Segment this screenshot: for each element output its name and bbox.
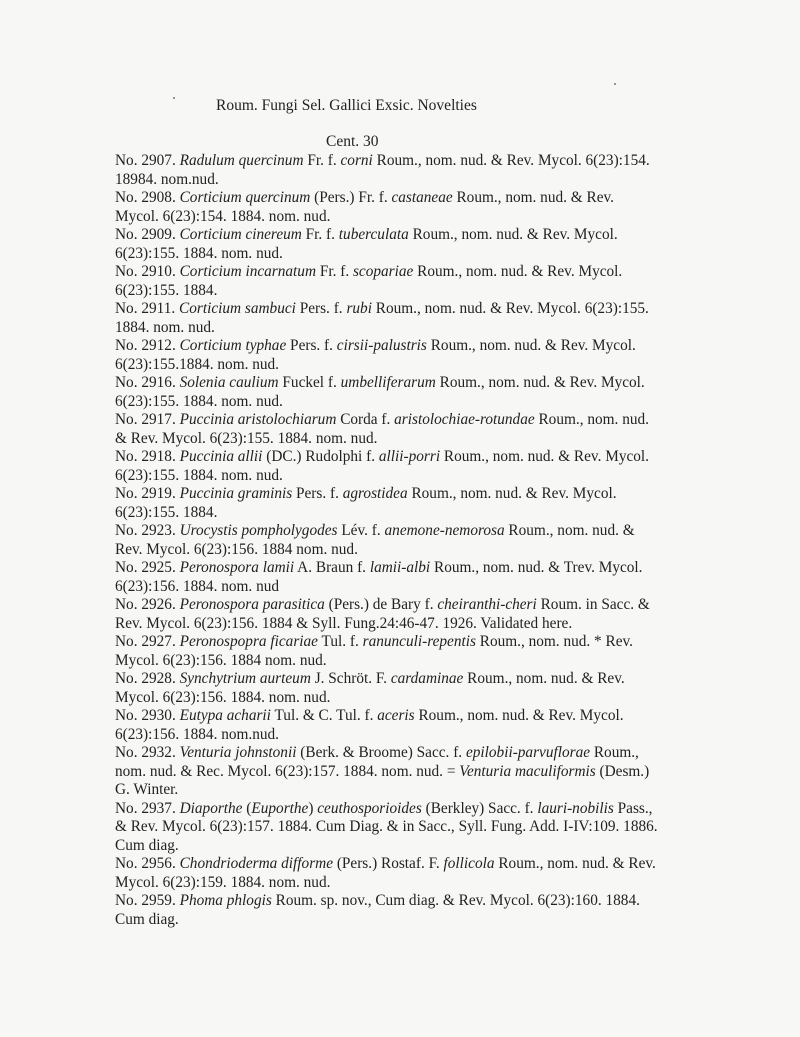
taxon-name: anemone-nemorosa bbox=[384, 522, 505, 539]
entry-line bbox=[115, 263, 715, 282]
taxon-name: Corticium sambuci bbox=[179, 300, 296, 317]
entry-text: ( bbox=[242, 799, 252, 817]
taxon-name: Urocystis pompholygodes bbox=[179, 522, 338, 539]
entry bbox=[115, 263, 715, 300]
entry-line bbox=[115, 744, 715, 763]
entry-text: Pers. f. bbox=[295, 300, 347, 317]
entry bbox=[115, 300, 715, 337]
taxon-name: rubi bbox=[346, 300, 372, 317]
entry-line bbox=[115, 171, 715, 190]
entry-text: No. 2956. bbox=[115, 855, 180, 872]
entry-text: Roum., nom. nud. & Rev. bbox=[494, 855, 656, 872]
entry bbox=[115, 152, 715, 189]
entry-line bbox=[115, 485, 715, 504]
entry-text: 6(23):156. 1884. nom.nud. bbox=[115, 725, 280, 743]
entry bbox=[115, 596, 715, 633]
taxon-name: cardaminae bbox=[390, 670, 464, 687]
entry-text: No. 2918. bbox=[115, 448, 180, 465]
entry-text: Roum. in Sacc. & bbox=[536, 596, 650, 613]
taxon-name: castaneae bbox=[391, 189, 453, 206]
entry-line bbox=[115, 504, 715, 523]
entry-text: (DC.) Rudolphi f. bbox=[262, 448, 379, 465]
entry-text: G. Winter. bbox=[115, 781, 179, 798]
taxon-name: Eutypa acharii bbox=[179, 707, 271, 724]
entry-text: Fuckel f. bbox=[278, 374, 341, 391]
entry-text: No. 2925. bbox=[115, 559, 180, 576]
entry-line bbox=[115, 874, 715, 893]
taxon-name: Chondrioderma difforme bbox=[179, 855, 333, 872]
taxon-name: Corticium typhae bbox=[179, 337, 287, 354]
entry-text: No. 2923. bbox=[115, 522, 180, 539]
entry-line bbox=[115, 430, 715, 449]
entry-text: No. 2917. bbox=[115, 411, 180, 428]
entry-text: Roum., nom. nud. & Rev. Mycol. 6(23):155. bbox=[371, 300, 649, 317]
entry-text: Tul. & C. Tul. f. bbox=[270, 707, 378, 724]
entry-text: Roum., nom. nud. & Rev. Mycol. bbox=[435, 374, 645, 391]
entry-line bbox=[115, 152, 715, 171]
entry-text: Rev. Mycol. 6(23):156. 1884 & Syll. Fung.24:46-47. 1926. Validated here. bbox=[115, 614, 573, 632]
entry-text: No. 2927. bbox=[115, 633, 180, 650]
scan-speck bbox=[614, 83, 616, 85]
entry-text: Roum., nom. nud. & bbox=[504, 522, 635, 539]
entry-text: Pass., bbox=[613, 799, 653, 817]
entry-line bbox=[115, 467, 715, 486]
entry-line bbox=[115, 337, 715, 356]
entry-text: Mycol. 6(23):154. 1884. nom. nud. bbox=[115, 207, 331, 225]
entry-text: (Desm.) bbox=[595, 762, 650, 780]
entry-text: Mycol. 6(23):156. 1884. nom. nud. bbox=[115, 688, 331, 706]
entry-text: & Rev. Mycol. 6(23):155. 1884. nom. nud. bbox=[115, 429, 378, 447]
entry-line bbox=[115, 374, 715, 393]
taxon-name: allii-porri bbox=[378, 448, 441, 465]
entry-list bbox=[115, 152, 715, 929]
document-subtitle: Cent. 30 bbox=[326, 133, 379, 150]
entry-text: 6(23):155. 1884. nom. nud. bbox=[115, 244, 283, 262]
taxon-name: lauri-nobilis bbox=[537, 799, 614, 817]
entry-text: No. 2910. bbox=[115, 263, 180, 280]
entry-line bbox=[115, 319, 715, 338]
taxon-name: Radulum quercinum bbox=[179, 152, 304, 169]
entry-text: ) bbox=[308, 799, 318, 817]
taxon-name: Corticium cinereum bbox=[179, 226, 302, 243]
entry bbox=[115, 670, 715, 707]
taxon-name: ceuthosporioides bbox=[317, 799, 422, 817]
taxon-name: corni bbox=[340, 152, 373, 169]
entry-text: Roum., nom. nud. & Rev. Mycol. bbox=[440, 448, 649, 465]
taxon-name: aristolochiae-rotundae bbox=[394, 411, 535, 428]
entry-text: Roum., nom. nud. * Rev. bbox=[475, 633, 633, 650]
entry-text: Mycol. 6(23):156. 1884 nom. nud. bbox=[115, 651, 327, 669]
taxon-name: aceris bbox=[377, 707, 415, 724]
entry-text: No. 2916. bbox=[115, 374, 180, 391]
taxon-name: tuberculata bbox=[338, 226, 409, 243]
taxon-name: Puccinia graminis bbox=[179, 485, 293, 502]
entry-line bbox=[115, 356, 715, 375]
taxon-name: Peronospopra ficariae bbox=[179, 633, 318, 650]
taxon-name: Diaporthe bbox=[179, 799, 243, 817]
entry-text: (Berkley) Sacc. f. bbox=[421, 799, 538, 817]
entry-text: No. 2932. bbox=[115, 744, 180, 761]
entry-text: Pers. f. bbox=[292, 485, 343, 502]
entry-text: Cum diag. bbox=[115, 910, 179, 928]
entry-text: No. 2907. bbox=[115, 152, 180, 169]
entry-line bbox=[115, 282, 715, 301]
entry-line bbox=[115, 837, 715, 856]
entry-text: (Pers.) Rostaf. F. bbox=[333, 855, 444, 872]
entry-text: A. Braun f. bbox=[294, 559, 370, 576]
taxon-name: Peronospora lamii bbox=[179, 559, 295, 576]
entry-text: Roum., nom. nud. & Rev. bbox=[463, 670, 625, 687]
entry-text: Roum., nom. nud. & Rev. Mycol. bbox=[408, 226, 618, 243]
entry-text: No. 2928. bbox=[115, 670, 180, 687]
taxon-name: Euporthe bbox=[251, 799, 309, 817]
entry-line bbox=[115, 189, 715, 208]
entry-text: Roum., bbox=[590, 744, 639, 761]
entry bbox=[115, 522, 715, 559]
entry-line bbox=[115, 226, 715, 245]
entry-text: Roum., nom. nud. & Rev. Mycol. bbox=[407, 485, 617, 502]
entry-text: (Berk. & Broome) Sacc. f. bbox=[296, 744, 466, 761]
entry-text: Cum diag. bbox=[115, 836, 179, 854]
taxon-name: lamii-albi bbox=[369, 559, 431, 576]
entry-text: nom. nud. & Rec. Mycol. 6(23):157. 1884. nom. nud. = bbox=[115, 762, 460, 780]
entry-text: Roum., nom. nud. & Rev. bbox=[452, 189, 614, 206]
entry-text: Rev. Mycol. 6(23):156. 1884 nom. nud. bbox=[115, 540, 358, 558]
entry-line bbox=[115, 245, 715, 264]
entry-line bbox=[115, 911, 715, 930]
entry-text: J. Schröt. F. bbox=[310, 670, 391, 687]
document-title: Roum. Fungi Sel. Gallici Exsic. Novelties bbox=[216, 97, 477, 114]
entry-text: 6(23):155. 1884. bbox=[115, 503, 218, 521]
entry-text: Fr. f. bbox=[301, 226, 339, 243]
entry-text: Fr. f. bbox=[316, 263, 353, 280]
entry bbox=[115, 189, 715, 226]
taxon-name: Synchytrium aurteum bbox=[179, 670, 311, 687]
entry-line bbox=[115, 615, 715, 634]
entry-text: No. 2912. bbox=[115, 337, 180, 354]
taxon-name: Phoma phlogis bbox=[179, 892, 272, 909]
scan-speck bbox=[173, 97, 175, 99]
entry-text: Pers. f. bbox=[286, 337, 337, 354]
entry-text: 6(23):155.1884. nom. nud. bbox=[115, 355, 280, 373]
entry-text: Roum., nom. nud. & Rev. Mycol. 6(23):154. bbox=[372, 152, 650, 169]
entry-text: Roum., nom. nud. & Trev. Mycol. bbox=[430, 559, 643, 576]
taxon-name: Puccinia aristolochiarum bbox=[179, 411, 337, 428]
entry-line bbox=[115, 541, 715, 560]
taxon-name: cheiranthi-cheri bbox=[437, 596, 537, 613]
entry-text: & Rev. Mycol. 6(23):157. 1884. Cum Diag. & in Sacc., Syll. Fung. Add. I-IV:109. 1886. bbox=[115, 818, 658, 835]
entry bbox=[115, 559, 715, 596]
taxon-name: Corticium quercinum bbox=[179, 189, 311, 206]
entry-line bbox=[115, 393, 715, 412]
entry-line bbox=[115, 707, 715, 726]
taxon-name: epilobii-parvuflorae bbox=[465, 744, 591, 761]
entry bbox=[115, 744, 715, 800]
entry-text: No. 2930. bbox=[115, 707, 180, 724]
entry-text: Fr. f. bbox=[303, 152, 341, 169]
entry bbox=[115, 800, 715, 856]
entry-text: No. 2926. bbox=[115, 596, 180, 613]
entry-line bbox=[115, 522, 715, 541]
entry bbox=[115, 374, 715, 411]
entry-text: Roum., nom. nud. & Rev. Mycol. bbox=[426, 337, 636, 354]
taxon-name: agrostidea bbox=[342, 485, 408, 502]
entry-text: 6(23):155. 1884. nom. nud. bbox=[115, 392, 283, 410]
entry bbox=[115, 411, 715, 448]
taxon-name: scopariae bbox=[352, 263, 414, 280]
taxon-name: Peronospora parasitica bbox=[179, 596, 325, 613]
entry-text: Roum., nom. nud. & Rev. Mycol. bbox=[414, 707, 624, 724]
entry-line bbox=[115, 670, 715, 689]
entry-text: Mycol. 6(23):159. 1884. nom. nud. bbox=[115, 873, 331, 891]
entry-text: Corda f. bbox=[336, 411, 395, 428]
entry-line bbox=[115, 596, 715, 615]
entry-text: 18984. nom.nud. bbox=[115, 170, 219, 188]
entry bbox=[115, 448, 715, 485]
entry bbox=[115, 707, 715, 744]
entry-text: 6(23):156. 1884. nom. nud bbox=[115, 577, 280, 595]
entry bbox=[115, 337, 715, 374]
entry-text: No. 2908. bbox=[115, 189, 180, 206]
entry-line bbox=[115, 781, 715, 800]
entry-line bbox=[115, 208, 715, 227]
entry-text: Roum., nom. nud. & Rev. Mycol. bbox=[413, 263, 623, 280]
entry-line bbox=[115, 448, 715, 467]
entry-text: No. 2909. bbox=[115, 226, 180, 243]
taxon-name: Puccinia allii bbox=[179, 448, 263, 465]
entry-text: Roum., nom. nud. bbox=[534, 411, 649, 428]
taxon-name: follicola bbox=[443, 855, 495, 872]
entry-line bbox=[115, 559, 715, 578]
entry-text: No. 2911. bbox=[115, 300, 180, 317]
entry-text: Tul. f. bbox=[317, 633, 363, 650]
entry-line bbox=[115, 689, 715, 708]
entry-line bbox=[115, 855, 715, 874]
entry-text: 1884. nom. nud. bbox=[115, 318, 215, 336]
taxon-name: cirsii-palustris bbox=[336, 337, 427, 354]
entry-text: (Pers.) Fr. f. bbox=[310, 189, 392, 206]
entry-line bbox=[115, 726, 715, 745]
taxon-name: Venturia maculiformis bbox=[459, 762, 596, 780]
entry-line bbox=[115, 800, 715, 819]
entry-text: 6(23):155. 1884. bbox=[115, 281, 218, 299]
entry bbox=[115, 226, 715, 263]
entry bbox=[115, 855, 715, 892]
taxon-name: Corticium incarnatum bbox=[179, 263, 316, 280]
entry bbox=[115, 892, 715, 929]
entry-text: (Pers.) de Bary f. bbox=[324, 596, 438, 613]
entry bbox=[115, 485, 715, 522]
taxon-name: Venturia johnstonii bbox=[179, 744, 297, 761]
entry-line bbox=[115, 300, 715, 319]
entry-text: No. 2959. bbox=[115, 892, 180, 909]
entry-text: Lév. f. bbox=[337, 522, 385, 539]
entry-text: No. 2919. bbox=[115, 485, 180, 502]
entry-text: Roum. sp. nov., Cum diag. & Rev. Mycol. 6(23):160. 1884. bbox=[271, 892, 640, 909]
entry-line bbox=[115, 578, 715, 597]
entry-line bbox=[115, 633, 715, 652]
taxon-name: Solenia caulium bbox=[179, 374, 279, 391]
entry-text: No. 2937. bbox=[115, 799, 180, 817]
entry-line bbox=[115, 818, 715, 837]
entry-line bbox=[115, 652, 715, 671]
taxon-name: ranunculi-repentis bbox=[362, 633, 476, 650]
taxon-name: umbelliferarum bbox=[340, 374, 436, 391]
entry-line bbox=[115, 411, 715, 430]
entry-line bbox=[115, 892, 715, 911]
entry-line bbox=[115, 763, 715, 782]
entry bbox=[115, 633, 715, 670]
entry-text: 6(23):155. 1884. nom. nud. bbox=[115, 466, 283, 484]
